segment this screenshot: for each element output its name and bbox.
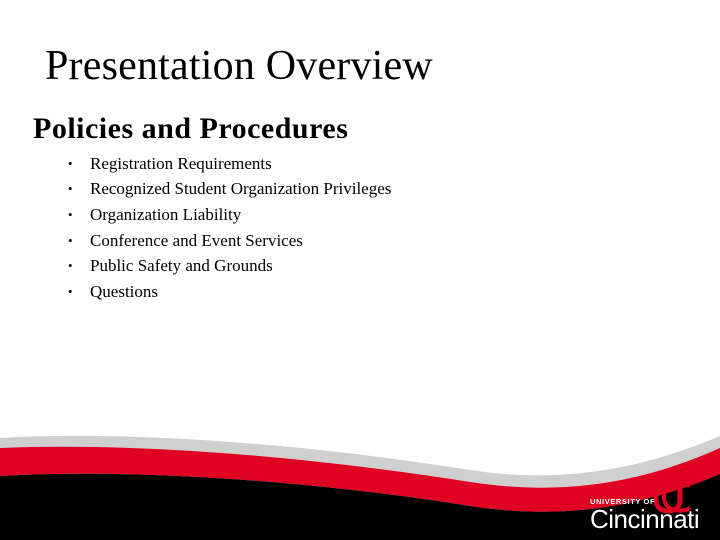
bullet-text: Questions <box>90 281 158 301</box>
bullet-icon: • <box>68 155 73 171</box>
bullet-text: Recognized Student Organization Privileges <box>90 179 392 199</box>
bullet-icon: • <box>68 232 73 248</box>
bullet-text: Registration Requirements <box>90 153 272 173</box>
bullet-text: Organization Liability <box>90 204 242 224</box>
bullet-icon: • <box>68 206 73 222</box>
slide-title: Presentation Overview <box>45 43 433 89</box>
bullet-icon: • <box>68 283 73 299</box>
bullet-text: Public Safety and Grounds <box>90 256 273 276</box>
logo-cincinnati: Cincinnati <box>590 504 700 534</box>
bullet-icon: • <box>68 258 73 274</box>
bullet-text: Conference and Event Services <box>90 230 303 250</box>
bullet-icon: • <box>68 181 73 197</box>
slide-subtitle: Policies and Procedures <box>33 112 349 145</box>
logo-university-of: UNIVERSITY OF <box>590 497 656 506</box>
